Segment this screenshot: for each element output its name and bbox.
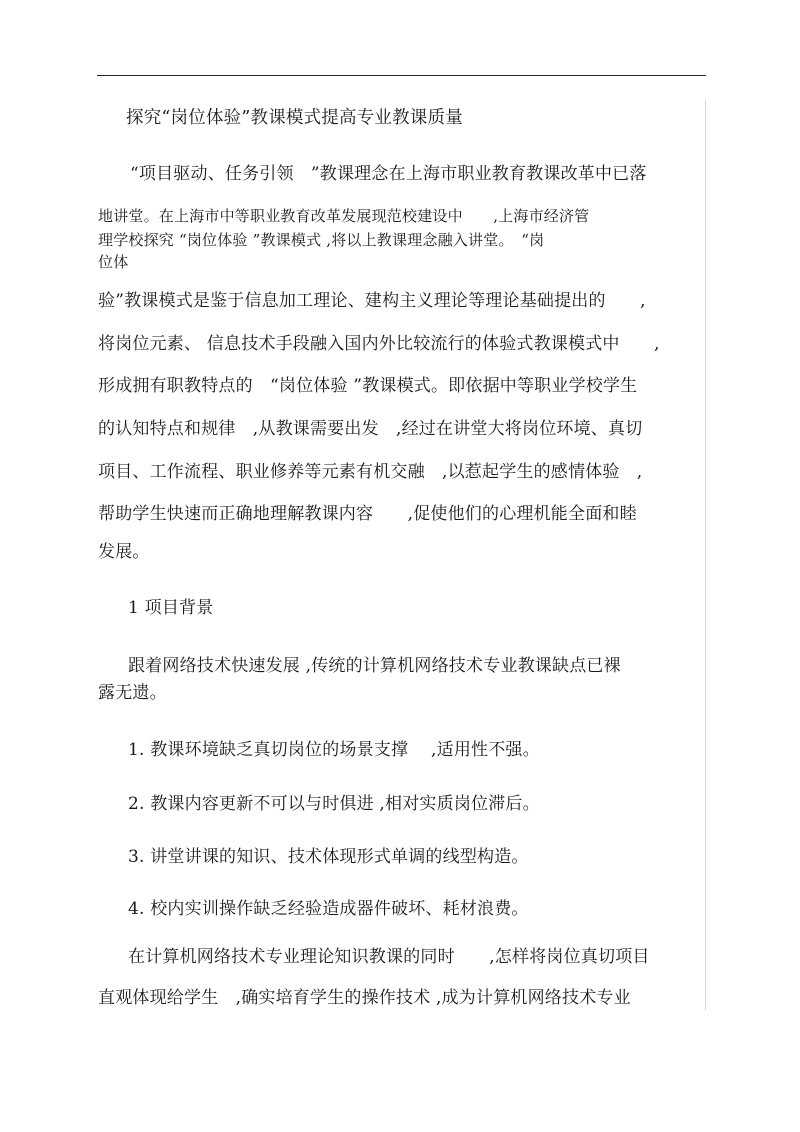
list-item: 2. 教课内容更新不可以与时俱进 ,相对实质岗位滞后。 — [128, 794, 540, 814]
paragraph-line: 直观体现给学生 ,确实培育学生的操作技术 ,成为计算机网络技术专业 — [98, 988, 631, 1008]
list-item: 3. 讲堂讲课的知识、技术体现形式单调的线型构造。 — [128, 847, 529, 867]
section-heading: 1 项目背景 — [128, 598, 214, 618]
paragraph-line: 帮助学生快速而正确地理解教课内容 ,促使他们的心理机能全面和睦 — [98, 504, 637, 524]
paragraph-line: 的认知特点和规律 ,从教课需要出发 ,经过在讲堂大将岗位环境、真切 — [98, 419, 643, 439]
margin-rule — [705, 100, 706, 1010]
paragraph-line: 发展。 — [98, 542, 150, 562]
paragraph-line: 跟着网络技术快速发展 ,传统的计算机网络技术专业教课缺点已裸 — [128, 656, 621, 676]
paragraph-line: 理学校探究 “岗位体验 ”教课模式 ,将以上教课理念融入讲堂。 “岗 — [98, 231, 545, 249]
paragraph-line: 项目、工作流程、职业修养等元素有机交融 ,以惹起学生的感情体验 , — [98, 462, 643, 482]
list-item: 1. 教课环境缺乏真切岗位的场景支撑 ,适用性不强。 — [128, 740, 540, 760]
paragraph-line: 验”教课模式是鉴于信息加工理论、建构主义理论等理论基础提出的 , — [98, 291, 646, 311]
paragraph-line: 露无遗。 — [98, 683, 167, 703]
paragraph-line: 地讲堂。在上海市中等职业教育改革发展现范校建设中 ,上海市经济管 — [98, 207, 590, 225]
header-rule — [97, 75, 706, 76]
list-item: 4. 校内实训操作缺乏经验造成器件破坏、耗材浪费。 — [128, 899, 529, 919]
paragraph-line: 将岗位元素、 信息技术手段融入国内外比较流行的体验式教课模式中 , — [98, 334, 660, 354]
document-title: 探究“岗位体验”教课模式提高专业教课质量 — [126, 108, 463, 128]
paragraph-line: 位体 — [98, 253, 129, 271]
paragraph-line: 在计算机网络技术专业理论知识教课的同时 ,怎样将岗位真切项目 — [128, 947, 650, 967]
paragraph-line: 形成拥有职教特点的 “岗位体验 ”教课模式。即依据中等职业学校学生 — [98, 376, 638, 396]
paragraph-line: “项目驱动、任务引领 ”教课理念在上海市职业教育教课改革中已落 — [130, 164, 647, 184]
